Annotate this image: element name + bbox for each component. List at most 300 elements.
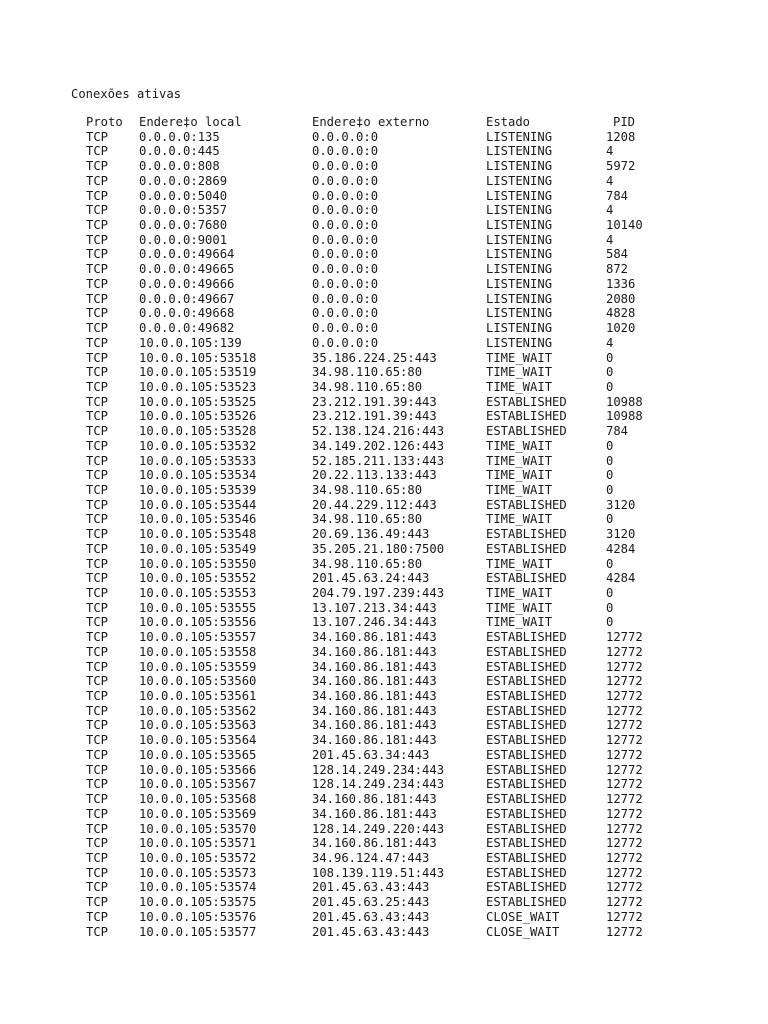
table-row	[0, 601, 768, 616]
cell-pid: 12772	[606, 836, 643, 851]
cell-proto: TCP	[86, 129, 109, 144]
cell-pid: 10988	[606, 394, 643, 409]
cell-remote-address: 34.160.86.181:443	[312, 718, 437, 733]
cell-state: ESTABLISHED	[486, 424, 567, 439]
table-body	[0, 130, 768, 940]
cell-remote-address: 52.185.211.133:443	[312, 453, 445, 468]
cell-proto: TCP	[86, 321, 109, 336]
table-row	[0, 866, 768, 881]
cell-proto: TCP	[86, 718, 109, 733]
cell-remote-address: 128.14.249.234:443	[312, 762, 445, 777]
cell-state: ESTABLISHED	[486, 836, 567, 851]
cell-state: ESTABLISHED	[486, 703, 567, 718]
cell-remote-address: 0.0.0.0:0	[312, 321, 379, 336]
cell-state: ESTABLISHED	[486, 880, 567, 895]
cell-pid: 0	[606, 453, 614, 468]
table-row	[0, 468, 768, 483]
cell-local-address: 10.0.0.105:53548	[139, 527, 257, 542]
cell-remote-address: 0.0.0.0:0	[312, 306, 379, 321]
cell-proto: TCP	[86, 703, 109, 718]
table-row	[0, 660, 768, 675]
cell-state: LISTENING	[486, 159, 553, 174]
cell-remote-address: 0.0.0.0:0	[312, 232, 379, 247]
cell-local-address: 10.0.0.105:53534	[139, 468, 257, 483]
column-header-state: Estado	[486, 115, 531, 129]
cell-local-address: 10.0.0.105:53562	[139, 703, 257, 718]
table-row	[0, 483, 768, 498]
cell-pid: 0	[606, 350, 614, 365]
cell-proto: TCP	[86, 159, 109, 174]
cell-local-address: 10.0.0.105:53577	[139, 924, 257, 939]
cell-pid: 0	[606, 615, 614, 630]
table-row	[0, 748, 768, 763]
cell-proto: TCP	[86, 144, 109, 159]
cell-pid: 4	[606, 203, 614, 218]
cell-local-address: 10.0.0.105:53575	[139, 895, 257, 910]
cell-local-address: 10.0.0.105:53555	[139, 600, 257, 615]
cell-local-address: 0.0.0.0:808	[139, 159, 220, 174]
table-row	[0, 586, 768, 601]
table-row	[0, 498, 768, 513]
cell-remote-address: 34.160.86.181:443	[312, 733, 437, 748]
cell-local-address: 10.0.0.105:53567	[139, 777, 257, 792]
table-row	[0, 807, 768, 822]
cell-pid: 12772	[606, 821, 643, 836]
cell-local-address: 10.0.0.105:53549	[139, 541, 257, 556]
cell-state: ESTABLISHED	[486, 630, 567, 645]
table-row	[0, 836, 768, 851]
cell-state: LISTENING	[486, 129, 553, 144]
cell-remote-address: 34.160.86.181:443	[312, 659, 437, 674]
cell-proto: TCP	[86, 821, 109, 836]
cell-pid: 0	[606, 468, 614, 483]
cell-proto: TCP	[86, 541, 109, 556]
cell-remote-address: 34.96.124.47:443	[312, 850, 430, 865]
cell-local-address: 0.0.0.0:49666	[139, 276, 235, 291]
cell-proto: TCP	[86, 512, 109, 527]
cell-proto: TCP	[86, 497, 109, 512]
cell-local-address: 0.0.0.0:2869	[139, 173, 228, 188]
cell-state: LISTENING	[486, 306, 553, 321]
cell-state: ESTABLISHED	[486, 571, 567, 586]
cell-local-address: 10.0.0.105:53558	[139, 644, 257, 659]
cell-remote-address: 0.0.0.0:0	[312, 144, 379, 159]
table-row	[0, 306, 768, 321]
cell-local-address: 10.0.0.105:53560	[139, 674, 257, 689]
cell-pid: 12772	[606, 865, 643, 880]
cell-state: LISTENING	[486, 144, 553, 159]
cell-remote-address: 201.45.63.34:443	[312, 747, 430, 762]
cell-proto: TCP	[86, 865, 109, 880]
cell-state: TIME_WAIT	[486, 482, 553, 497]
cell-remote-address: 0.0.0.0:0	[312, 129, 379, 144]
cell-proto: TCP	[86, 836, 109, 851]
table-row	[0, 218, 768, 233]
cell-state: TIME_WAIT	[486, 600, 553, 615]
table-row	[0, 527, 768, 542]
table-row	[0, 439, 768, 454]
cell-proto: TCP	[86, 247, 109, 262]
cell-local-address: 0.0.0.0:49664	[139, 247, 235, 262]
table-row	[0, 380, 768, 395]
cell-remote-address: 0.0.0.0:0	[312, 173, 379, 188]
cell-proto: TCP	[86, 880, 109, 895]
table-row	[0, 174, 768, 189]
cell-proto: TCP	[86, 394, 109, 409]
table-row	[0, 851, 768, 866]
cell-pid: 0	[606, 600, 614, 615]
cell-state: TIME_WAIT	[486, 379, 553, 394]
cell-proto: TCP	[86, 482, 109, 497]
cell-pid: 0	[606, 512, 614, 527]
cell-state: LISTENING	[486, 203, 553, 218]
cell-pid: 5972	[606, 159, 636, 174]
column-header-proto: Proto	[86, 115, 123, 129]
cell-state: TIME_WAIT	[486, 438, 553, 453]
cell-pid: 784	[606, 188, 629, 203]
cell-remote-address: 34.98.110.65:80	[312, 482, 423, 497]
table-header-row	[0, 115, 768, 130]
cell-pid: 12772	[606, 792, 643, 807]
cell-remote-address: 34.160.86.181:443	[312, 689, 437, 704]
cell-pid: 12772	[606, 880, 643, 895]
cell-remote-address: 0.0.0.0:0	[312, 291, 379, 306]
table-row	[0, 233, 768, 248]
cell-state: TIME_WAIT	[486, 556, 553, 571]
cell-proto: TCP	[86, 909, 109, 924]
cell-pid: 12772	[606, 630, 643, 645]
cell-state: TIME_WAIT	[486, 350, 553, 365]
cell-remote-address: 201.45.63.43:443	[312, 880, 430, 895]
cell-remote-address: 34.160.86.181:443	[312, 792, 437, 807]
table-row	[0, 262, 768, 277]
table-row	[0, 292, 768, 307]
table-row	[0, 733, 768, 748]
cell-remote-address: 35.205.21.180:7500	[312, 541, 445, 556]
cell-pid: 12772	[606, 895, 643, 910]
cell-pid: 872	[606, 262, 629, 277]
cell-remote-address: 52.138.124.216:443	[312, 424, 445, 439]
cell-local-address: 10.0.0.105:53544	[139, 497, 257, 512]
table-row	[0, 144, 768, 159]
cell-remote-address: 34.149.202.126:443	[312, 438, 445, 453]
cell-state: ESTABLISHED	[486, 394, 567, 409]
cell-proto: TCP	[86, 924, 109, 939]
cell-local-address: 10.0.0.105:53528	[139, 424, 257, 439]
cell-proto: TCP	[86, 335, 109, 350]
cell-pid: 12772	[606, 689, 643, 704]
cell-pid: 12772	[606, 924, 643, 939]
table-row	[0, 777, 768, 792]
cell-state: ESTABLISHED	[486, 659, 567, 674]
cell-remote-address: 201.45.63.43:443	[312, 909, 430, 924]
cell-state: ESTABLISHED	[486, 821, 567, 836]
cell-state: LISTENING	[486, 173, 553, 188]
cell-proto: TCP	[86, 630, 109, 645]
cell-remote-address: 34.160.86.181:443	[312, 630, 437, 645]
cell-proto: TCP	[86, 586, 109, 600]
table-row	[0, 321, 768, 336]
cell-local-address: 10.0.0.105:53526	[139, 409, 257, 424]
table-row	[0, 704, 768, 719]
cell-pid: 784	[606, 424, 629, 439]
cell-local-address: 10.0.0.105:53571	[139, 836, 257, 851]
cell-pid: 12772	[606, 703, 643, 718]
cell-pid: 584	[606, 247, 629, 262]
cell-remote-address: 34.160.86.181:443	[312, 806, 437, 821]
cell-pid: 12772	[606, 909, 643, 924]
cell-local-address: 0.0.0.0:7680	[139, 218, 228, 233]
cell-local-address: 10.0.0.105:53518	[139, 350, 257, 365]
cell-proto: TCP	[86, 806, 109, 821]
table-row	[0, 557, 768, 572]
cell-pid: 4828	[606, 306, 636, 321]
cell-pid: 12772	[606, 777, 643, 792]
cell-state: TIME_WAIT	[486, 512, 553, 527]
cell-pid: 12772	[606, 850, 643, 865]
cell-local-address: 0.0.0.0:49682	[139, 321, 235, 336]
cell-state: ESTABLISHED	[486, 806, 567, 821]
column-header-pid: PID	[613, 115, 636, 129]
cell-proto: TCP	[86, 659, 109, 674]
table-row	[0, 395, 768, 410]
cell-remote-address: 23.212.191.39:443	[312, 394, 437, 409]
cell-pid: 0	[606, 379, 614, 394]
cell-local-address: 10.0.0.105:53566	[139, 762, 257, 777]
cell-state: LISTENING	[486, 232, 553, 247]
cell-remote-address: 0.0.0.0:0	[312, 247, 379, 262]
cell-state: ESTABLISHED	[486, 644, 567, 659]
cell-proto: TCP	[86, 762, 109, 777]
cell-local-address: 10.0.0.105:53572	[139, 850, 257, 865]
cell-local-address: 10.0.0.105:53552	[139, 571, 257, 586]
cell-proto: TCP	[86, 850, 109, 865]
table-row	[0, 454, 768, 469]
cell-proto: TCP	[86, 733, 109, 748]
cell-local-address: 10.0.0.105:53561	[139, 689, 257, 704]
cell-proto: TCP	[86, 203, 109, 218]
cell-proto: TCP	[86, 232, 109, 247]
cell-state: TIME_WAIT	[486, 365, 553, 380]
table-row	[0, 424, 768, 439]
cell-remote-address: 34.160.86.181:443	[312, 836, 437, 851]
cell-pid: 0	[606, 556, 614, 571]
table-row	[0, 895, 768, 910]
cell-remote-address: 34.160.86.181:443	[312, 674, 437, 689]
cell-remote-address: 0.0.0.0:0	[312, 203, 379, 218]
table-row	[0, 351, 768, 366]
cell-state: TIME_WAIT	[486, 453, 553, 468]
cell-proto: TCP	[86, 276, 109, 291]
cell-pid: 1020	[606, 321, 636, 336]
cell-local-address: 10.0.0.105:53563	[139, 718, 257, 733]
cell-pid: 10988	[606, 409, 643, 424]
cell-pid: 12772	[606, 659, 643, 674]
cell-proto: TCP	[86, 453, 109, 468]
cell-proto: TCP	[86, 188, 109, 203]
table-row	[0, 689, 768, 704]
cell-remote-address: 34.160.86.181:443	[312, 703, 437, 718]
table-row	[0, 203, 768, 218]
cell-local-address: 10.0.0.105:53568	[139, 792, 257, 807]
cell-proto: TCP	[86, 306, 109, 321]
cell-pid: 10140	[606, 218, 643, 233]
cell-proto: TCP	[86, 777, 109, 792]
cell-remote-address: 13.107.246.34:443	[312, 615, 437, 630]
table-row	[0, 925, 768, 940]
cell-proto: TCP	[86, 527, 109, 542]
cell-pid: 4284	[606, 571, 636, 586]
cell-proto: TCP	[86, 291, 109, 306]
cell-local-address: 0.0.0.0:445	[139, 144, 220, 159]
cell-remote-address: 128.14.249.220:443	[312, 821, 445, 836]
cell-state: TIME_WAIT	[486, 615, 553, 630]
cell-state: ESTABLISHED	[486, 865, 567, 880]
cell-state: ESTABLISHED	[486, 792, 567, 807]
cell-pid: 0	[606, 438, 614, 453]
cell-state: LISTENING	[486, 276, 553, 291]
cell-state: TIME_WAIT	[486, 586, 553, 600]
cell-local-address: 10.0.0.105:53569	[139, 806, 257, 821]
cell-pid: 12772	[606, 718, 643, 733]
cell-pid: 12772	[606, 733, 643, 748]
cell-remote-address: 20.22.113.133:443	[312, 468, 437, 483]
cell-proto: TCP	[86, 644, 109, 659]
cell-state: ESTABLISHED	[486, 497, 567, 512]
cell-proto: TCP	[86, 895, 109, 910]
cell-local-address: 0.0.0.0:49665	[139, 262, 235, 277]
cell-state: CLOSE_WAIT	[486, 909, 560, 924]
cell-local-address: 0.0.0.0:49668	[139, 306, 235, 321]
cell-state: LISTENING	[486, 188, 553, 203]
cell-pid: 1208	[606, 129, 636, 144]
cell-remote-address: 0.0.0.0:0	[312, 262, 379, 277]
cell-remote-address: 0.0.0.0:0	[312, 188, 379, 203]
cell-remote-address: 0.0.0.0:0	[312, 276, 379, 291]
cell-local-address: 10.0.0.105:53539	[139, 482, 257, 497]
cell-proto: TCP	[86, 674, 109, 689]
cell-remote-address: 23.212.191.39:443	[312, 409, 437, 424]
cell-remote-address: 20.44.229.112:443	[312, 497, 437, 512]
cell-proto: TCP	[86, 571, 109, 586]
cell-local-address: 10.0.0.105:53532	[139, 438, 257, 453]
table-row	[0, 630, 768, 645]
cell-remote-address: 13.107.213.34:443	[312, 600, 437, 615]
cell-proto: TCP	[86, 438, 109, 453]
cell-remote-address: 0.0.0.0:0	[312, 218, 379, 233]
cell-proto: TCP	[86, 173, 109, 188]
cell-local-address: 0.0.0.0:5040	[139, 188, 228, 203]
cell-state: ESTABLISHED	[486, 674, 567, 689]
cell-pid: 0	[606, 365, 614, 380]
cell-remote-address: 0.0.0.0:0	[312, 159, 379, 174]
table-row	[0, 189, 768, 204]
cell-pid: 2080	[606, 291, 636, 306]
table-row	[0, 792, 768, 807]
cell-local-address: 10.0.0.105:53574	[139, 880, 257, 895]
cell-proto: TCP	[86, 218, 109, 233]
cell-state: LISTENING	[486, 291, 553, 306]
cell-state: TIME_WAIT	[486, 468, 553, 483]
cell-local-address: 10.0.0.105:53564	[139, 733, 257, 748]
cell-state: CLOSE_WAIT	[486, 924, 560, 939]
cell-proto: TCP	[86, 747, 109, 762]
table-row	[0, 763, 768, 778]
cell-pid: 12772	[606, 674, 643, 689]
table-row	[0, 910, 768, 925]
table-row	[0, 718, 768, 733]
cell-proto: TCP	[86, 792, 109, 807]
cell-local-address: 10.0.0.105:53573	[139, 865, 257, 880]
cell-local-address: 0.0.0.0:9001	[139, 232, 228, 247]
cell-proto: TCP	[86, 424, 109, 439]
cell-remote-address: 34.98.110.65:80	[312, 556, 423, 571]
table-row	[0, 365, 768, 380]
cell-state: ESTABLISHED	[486, 689, 567, 704]
cell-proto: TCP	[86, 365, 109, 380]
connections-table	[0, 115, 768, 939]
cell-local-address: 10.0.0.105:53576	[139, 909, 257, 924]
cell-state: LISTENING	[486, 335, 553, 350]
table-row	[0, 247, 768, 262]
column-header-remote-address: Endere‡o externo	[312, 115, 430, 129]
cell-local-address: 10.0.0.105:53559	[139, 659, 257, 674]
cell-proto: TCP	[86, 379, 109, 394]
cell-pid: 4	[606, 335, 614, 350]
cell-local-address: 0.0.0.0:135	[139, 129, 220, 144]
table-row	[0, 571, 768, 586]
cell-proto: TCP	[86, 615, 109, 630]
cell-pid: 0	[606, 586, 614, 600]
table-row	[0, 645, 768, 660]
cell-proto: TCP	[86, 600, 109, 615]
table-row	[0, 822, 768, 837]
cell-pid: 4	[606, 144, 614, 159]
cell-local-address: 10.0.0.105:53556	[139, 615, 257, 630]
cell-remote-address: 201.45.63.25:443	[312, 895, 430, 910]
cell-remote-address: 0.0.0.0:0	[312, 335, 379, 350]
cell-state: ESTABLISHED	[486, 718, 567, 733]
cell-local-address: 10.0.0.105:53570	[139, 821, 257, 836]
cell-state: ESTABLISHED	[486, 850, 567, 865]
cell-local-address: 10.0.0.105:53546	[139, 512, 257, 527]
cell-remote-address: 20.69.136.49:443	[312, 527, 430, 542]
cell-pid: 4284	[606, 541, 636, 556]
cell-local-address: 0.0.0.0:5357	[139, 203, 228, 218]
cell-pid: 3120	[606, 527, 636, 542]
cell-proto: TCP	[86, 468, 109, 483]
cell-pid: 4	[606, 232, 614, 247]
cell-state: LISTENING	[486, 262, 553, 277]
cell-pid: 12772	[606, 644, 643, 659]
table-row	[0, 130, 768, 145]
table-row	[0, 615, 768, 630]
cell-state: ESTABLISHED	[486, 409, 567, 424]
cell-pid: 12772	[606, 806, 643, 821]
cell-proto: TCP	[86, 689, 109, 704]
cell-pid: 1336	[606, 276, 636, 291]
cell-local-address: 10.0.0.105:53525	[139, 394, 257, 409]
cell-local-address: 10.0.0.105:53550	[139, 556, 257, 571]
cell-proto: TCP	[86, 350, 109, 365]
table-row	[0, 159, 768, 174]
cell-remote-address: 204.79.197.239:443	[312, 586, 445, 600]
cell-local-address: 0.0.0.0:49667	[139, 291, 235, 306]
cell-state: ESTABLISHED	[486, 895, 567, 910]
column-header-local-address: Endere‡o local	[139, 115, 242, 129]
cell-local-address: 10.0.0.105:53519	[139, 365, 257, 380]
table-row	[0, 880, 768, 895]
